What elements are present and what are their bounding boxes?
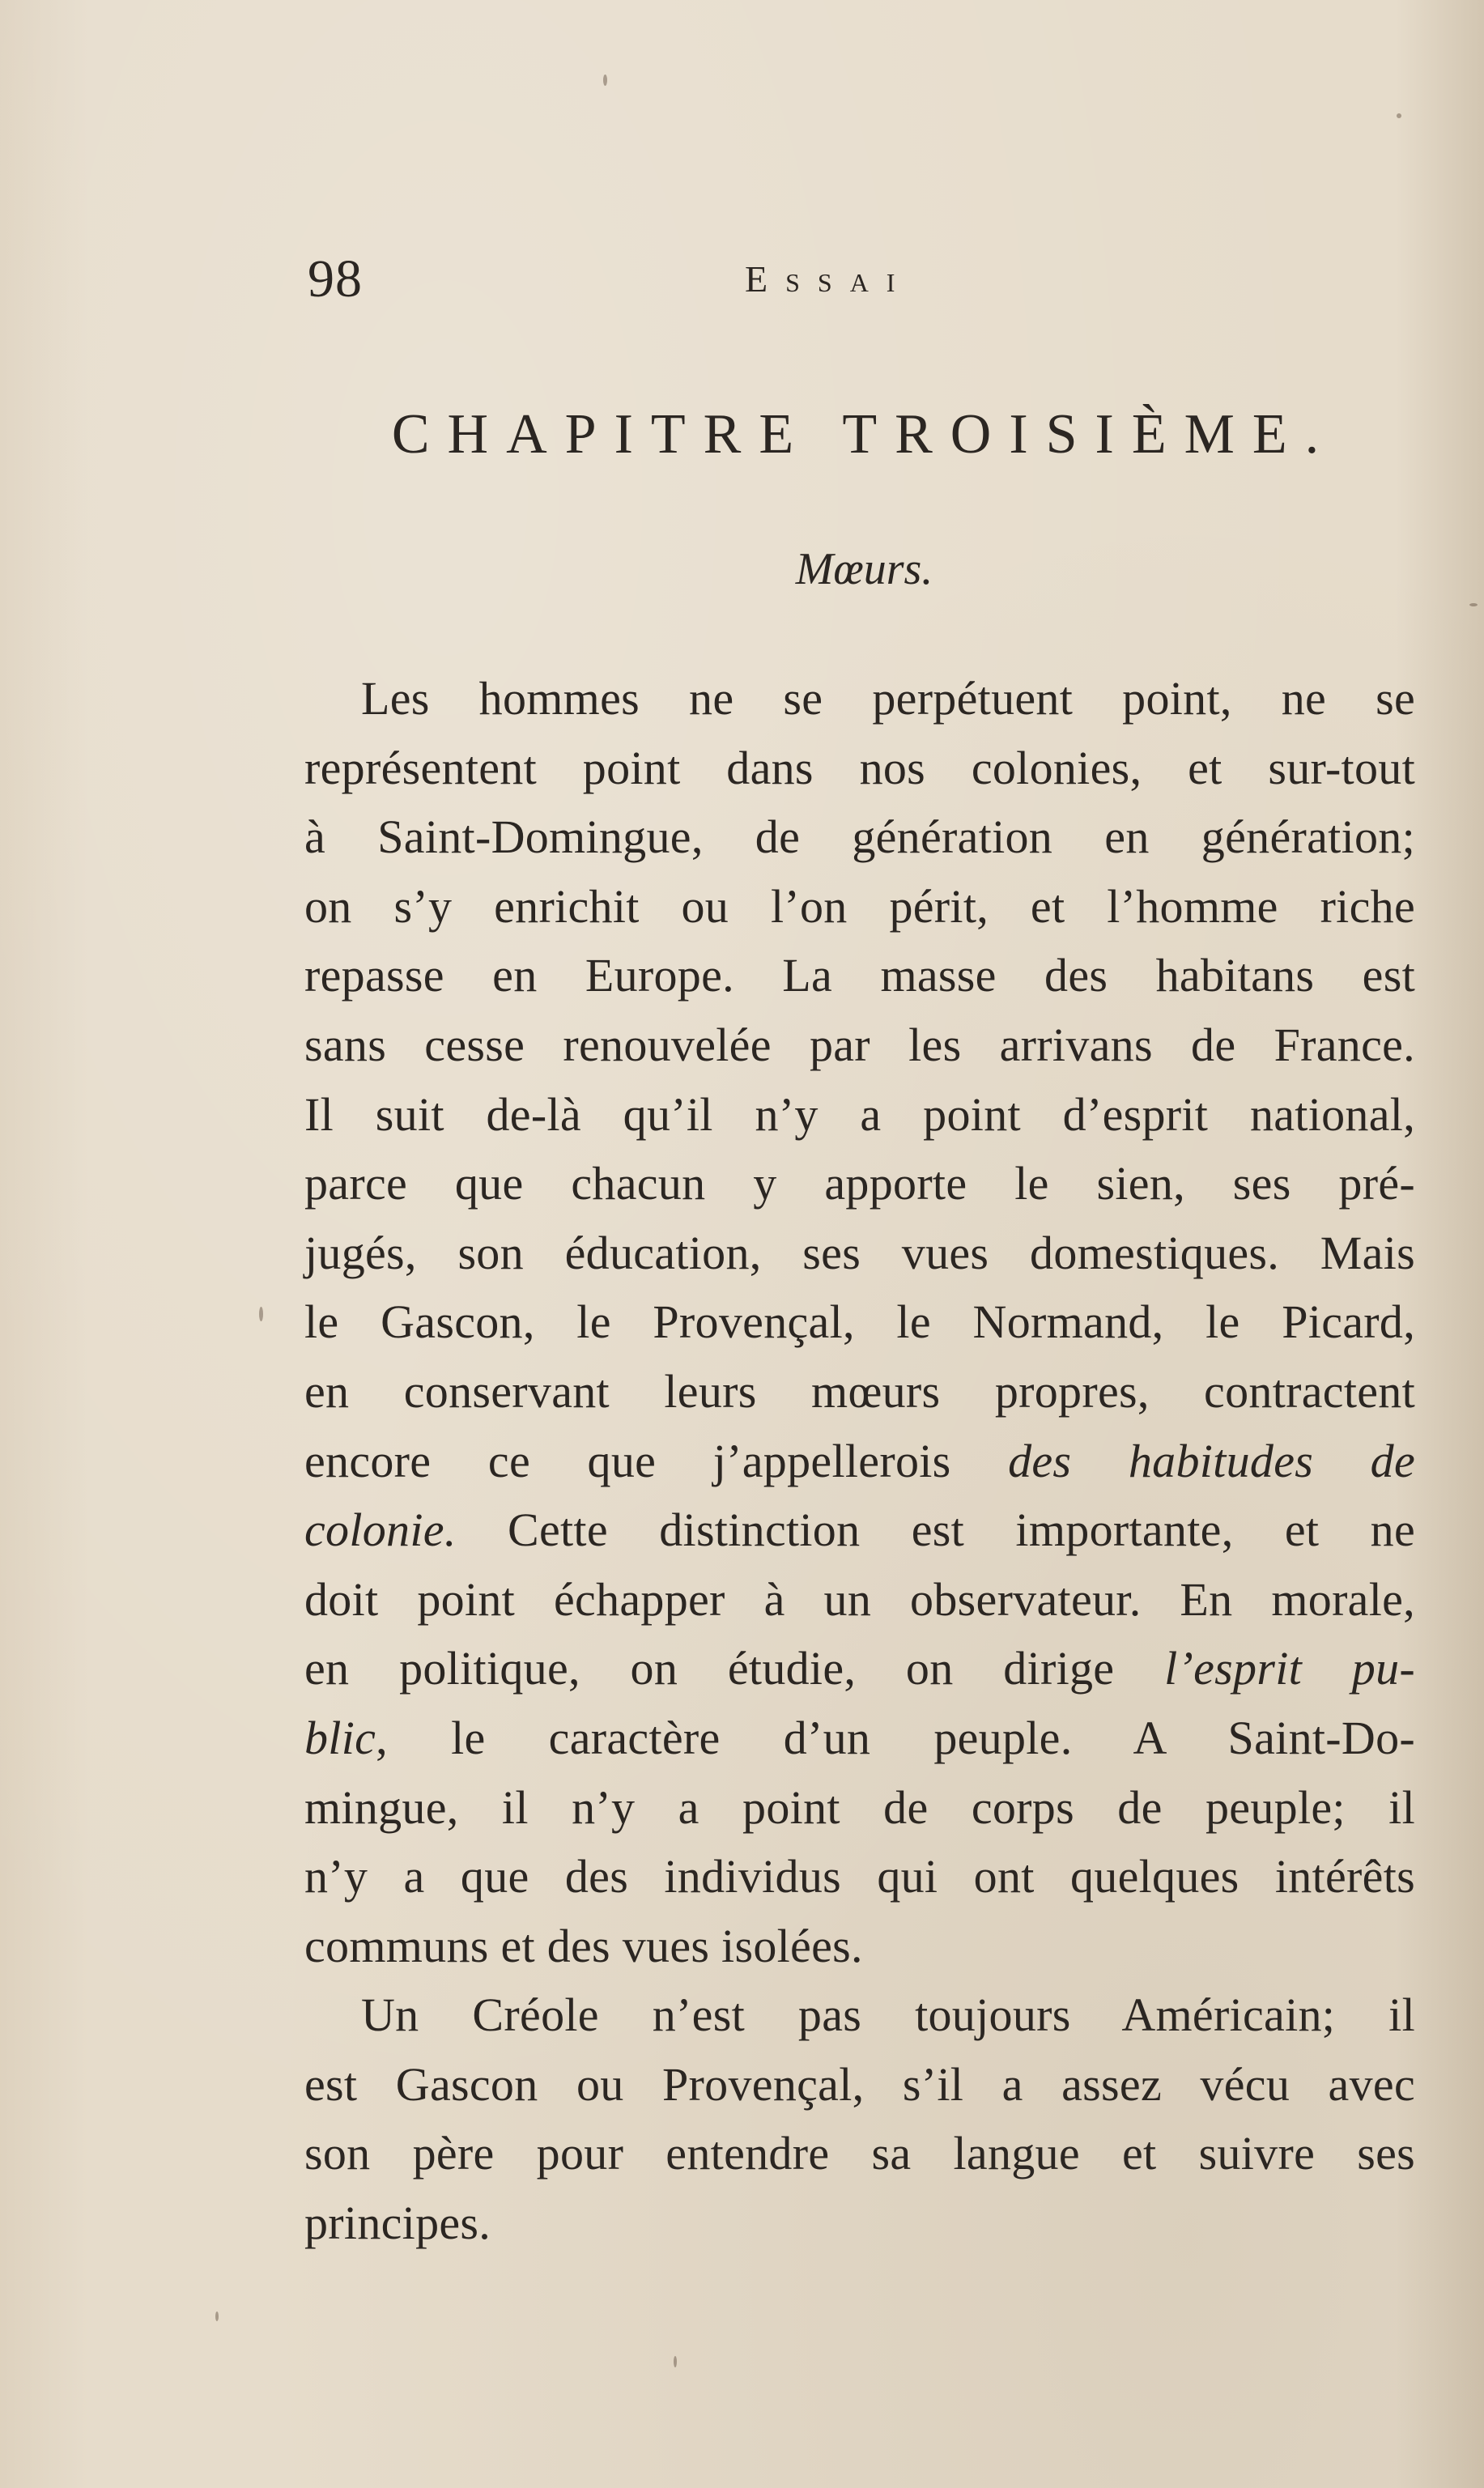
text-line: [304, 1218, 1415, 1288]
text-run: Un Créole n’est pas toujours Américain; il: [361, 1988, 1415, 2042]
text-line: [304, 802, 1415, 872]
chapter-title: CHAPITRE TROISIÈME.: [391, 403, 1337, 466]
text-run: mingue, il n’y a point de corps de peuple; il: [304, 1780, 1415, 1834]
text-line: [304, 2119, 1415, 2188]
text-line: [304, 1080, 1415, 1150]
italic-run: colonie.: [304, 1503, 457, 1557]
text-line: [304, 2050, 1415, 2120]
section-title: Mœurs.: [795, 544, 933, 594]
paper-speck: [1397, 113, 1401, 118]
text-run: à Saint-Domingue, de génération en génération;: [304, 810, 1415, 864]
text-line: [304, 1634, 1415, 1703]
text-run: représentent point dans nos colonies, et sur-tout: [304, 741, 1415, 794]
italic-run: blic: [304, 1711, 376, 1764]
text-line: [304, 1010, 1415, 1080]
text-line: [304, 734, 1415, 803]
text-line: [304, 872, 1415, 942]
text-line: [304, 664, 1415, 734]
page-number: 98: [308, 249, 363, 308]
text-run: Cette distinction est importante, et ne: [456, 1503, 1415, 1557]
text-run: encore ce que j’appellerois: [304, 1434, 1009, 1487]
text-line: [304, 1149, 1415, 1218]
text-run: principes.: [304, 2197, 491, 2250]
text-run: n’y a que des individus qui ont quelques intérêts: [304, 1850, 1415, 1903]
italic-run: des habitudes de: [1008, 1434, 1416, 1487]
text-line: [304, 1495, 1415, 1565]
text-line: [304, 2188, 1415, 2258]
paper-speck: [1469, 603, 1478, 606]
text-line: [304, 1565, 1415, 1635]
text-run: doit point échapper à un observateur. En morale,: [304, 1572, 1415, 1626]
running-head: [308, 247, 1421, 312]
italic-run: l’esprit pu-: [1164, 1642, 1415, 1695]
text-run: jugés, son éducation, ses vues domestiques. Mais: [304, 1226, 1415, 1279]
paper-speck: [215, 2312, 219, 2321]
text-run: communs et des vues isolées.: [304, 1919, 863, 1972]
text-line: [304, 1912, 1415, 1981]
text-run: est Gascon ou Provençal, s’il a assez vécu avec: [304, 2057, 1415, 2111]
text-run: Les hommes ne se perpétuent point, ne se: [361, 672, 1415, 725]
text-line: [304, 1842, 1415, 1912]
text-run: Il suit de-là qu’il n’y a point d’esprit national,: [304, 1087, 1415, 1141]
text-line: [304, 1357, 1415, 1427]
text-run: le Gascon, le Provençal, le Normand, le Picard,: [304, 1295, 1415, 1349]
text-line: [304, 1427, 1415, 1496]
text-run: en politique, on étudie, on dirige: [304, 1642, 1165, 1695]
text-line: [304, 1287, 1415, 1357]
paragraph: [304, 1980, 1415, 2257]
text-line: [304, 1703, 1415, 1773]
text-run: en conservant leurs mœurs propres, contractent: [304, 1364, 1415, 1418]
text-run: son père pour entendre sa langue et suivre ses: [304, 2127, 1415, 2180]
paper-speck: [603, 74, 607, 86]
paper-speck: [674, 2356, 677, 2367]
text-run: on s’y enrichit ou l’on périt, et l’homme riche: [304, 879, 1415, 933]
running-title: Essai: [745, 258, 913, 300]
text-run: repasse en Europe. La masse des habitans est: [304, 949, 1415, 1002]
body-text: [304, 664, 1415, 2258]
text-line: [304, 1980, 1415, 2050]
text-run: sans cesse renouvelée par les arrivans de France.: [304, 1018, 1415, 1071]
text-line: [304, 1773, 1415, 1843]
text-run: parce que chacun y apporte le sien, ses pré-: [304, 1157, 1415, 1210]
paragraph: [304, 664, 1415, 1980]
paper-speck: [259, 1307, 263, 1321]
text-run: , le caractère d’un peuple. A Saint-Do-: [376, 1711, 1415, 1764]
text-line: [304, 941, 1415, 1010]
